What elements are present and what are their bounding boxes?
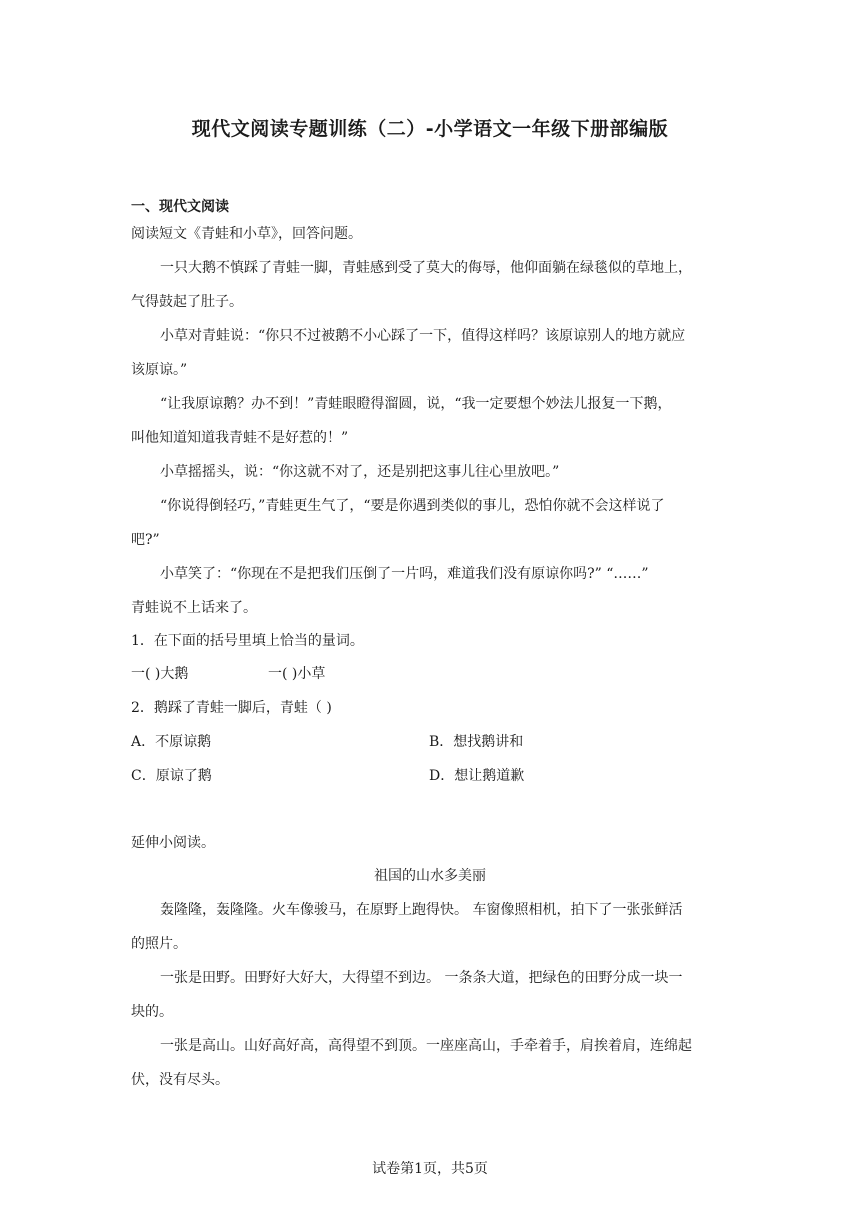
passage-line: “你说得倒轻巧，”青蛙更生气了，“要是你遇到类似的事儿，恐怕你就不会这样说了 [160, 498, 665, 514]
option-a: A．不原谅鹅 [131, 734, 212, 750]
passage-line: 一张是田野。田野好大好大，大得望不到边。 一条条大道，把绿色的田野分成一块一 [160, 970, 683, 986]
passage-line: 青蛙说不上话来了。 [131, 600, 257, 616]
option-c: C．原谅了鹅 [131, 768, 212, 784]
question-2: 2．鹅踩了青蛙一脚后，青蛙（ ) [131, 700, 332, 716]
question-1-blank-b: 一( )小草 [268, 666, 326, 682]
passage-line: 吧?” [131, 532, 160, 548]
question-1-blank-a: 一( )大鹅 [131, 666, 189, 682]
passage-line: 块的。 [131, 1004, 173, 1020]
passage-line: 气得鼓起了肚子。 [131, 294, 243, 310]
passage-line: 该原谅。” [131, 362, 188, 378]
passage-line: 叫他知道知道我青蛙不是好惹的！” [131, 430, 349, 446]
passage-line: 小草笑了：“你现在不是把我们压倒了一片吗，难道我们没有原谅你吗?” “……” [160, 566, 649, 582]
extended-reading-instruction: 延伸小阅读。 [131, 835, 215, 851]
passage-line: 一只大鹅不慎踩了青蛙一脚，青蛙感到受了莫大的侮辱，他仰面躺在绿毯似的草地上， [160, 260, 692, 276]
question-1: 1．在下面的括号里填上恰当的量词。 [131, 633, 364, 649]
page-title: 现代文阅读专题训练（二）-小学语文一年级下册部编版 [191, 118, 669, 140]
option-d: D．想让鹅道歉 [429, 768, 525, 784]
passage-subtitle: 祖国的山水多美丽 [374, 868, 486, 884]
passage-line: “让我原谅鹅？办不到！”青蛙眼瞪得溜圆，说，“我一定要想个妙法儿报复一下鹅， [160, 396, 672, 412]
reading-instruction: 阅读短文《青蛙和小草》，回答问题。 [131, 226, 362, 242]
option-b: B．想找鹅讲和 [429, 734, 524, 750]
passage-line: 的照片。 [131, 936, 187, 952]
passage-line: 伏，没有尽头。 [131, 1072, 229, 1088]
section-heading: 一、现代文阅读 [131, 199, 229, 215]
passage-line: 小草摇摇头，说：“你这就不对了，还是别把这事儿往心里放吧。” [160, 464, 560, 480]
passage-line: 轰隆隆，轰隆隆。火车像骏马，在原野上跑得快。 车窗像照相机，拍下了一张张鲜活 [160, 902, 683, 918]
passage-line: 一张是高山。山好高好高，高得望不到顶。一座座高山，手牵着手，肩挨着肩，连绵起 [160, 1038, 692, 1054]
page-footer: 试卷第1页，共5页 [372, 1161, 488, 1177]
passage-line: 小草对青蛙说：“你只不过被鹅不小心踩了一下，值得这样吗？该原谅别人的地方就应 [160, 328, 686, 344]
